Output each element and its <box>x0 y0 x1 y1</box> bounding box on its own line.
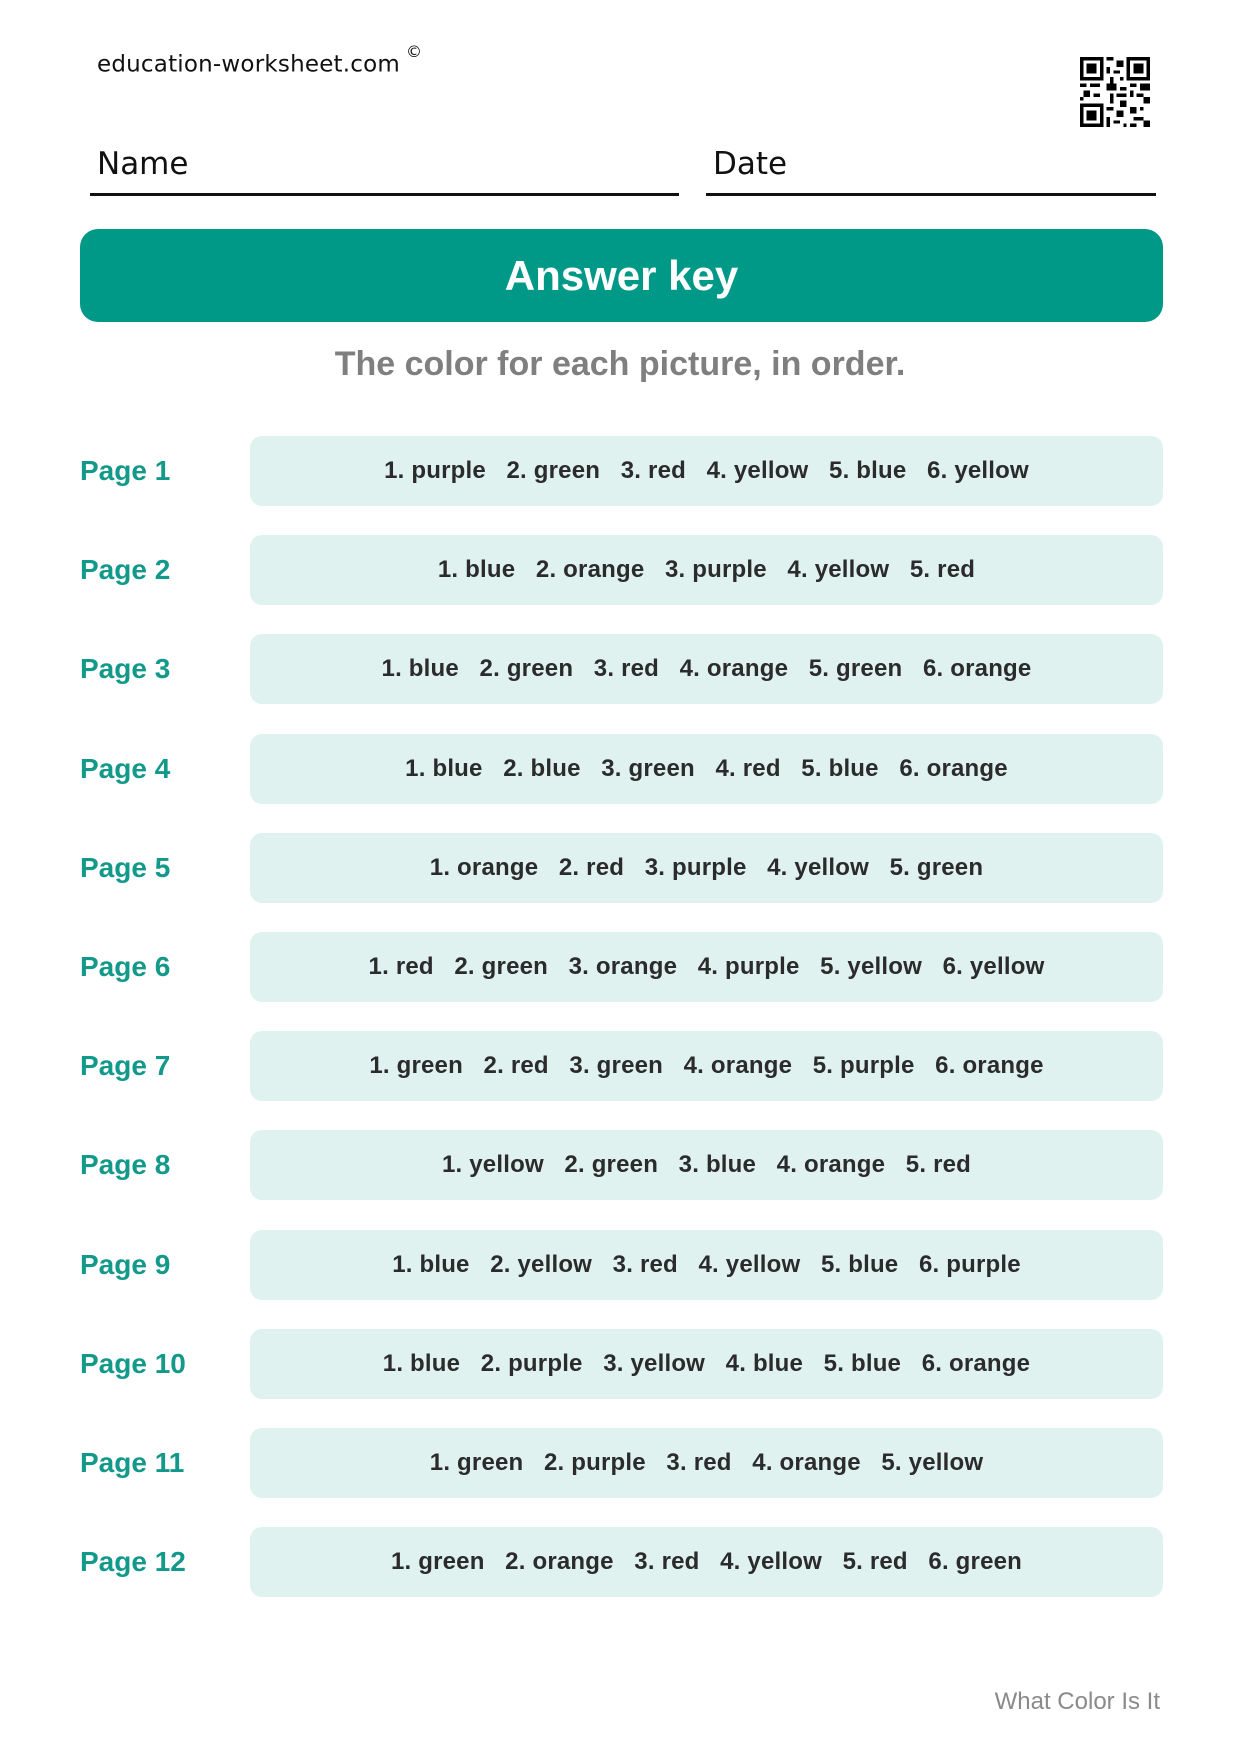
answer-row <box>80 932 1163 1031</box>
answer-row <box>80 1329 1163 1428</box>
page-label: Page 1 <box>80 455 171 486</box>
answers-box: 1. blue 2. orange 3. purple 4. yellow 5. red <box>250 535 1163 605</box>
date-label: Date <box>713 146 788 182</box>
answer-row <box>80 734 1163 833</box>
qr-code-icon <box>1080 57 1150 127</box>
page-title: Answer key <box>504 251 739 299</box>
answers-box: 1. green 2. red 3. green 4. orange 5. purple 6. orange <box>250 1031 1163 1101</box>
answer-row <box>80 634 1163 733</box>
page-label: Page 2 <box>80 554 171 586</box>
answers-box: 1. blue 2. blue 3. green 4. red 5. blue 6. orange <box>250 734 1163 804</box>
page-label: Page 10 <box>80 1347 186 1379</box>
answers-box: 1. blue 2. green 3. red 4. orange 5. green 6. orange <box>250 634 1163 704</box>
answer-list <box>80 436 1163 1626</box>
page-label: Page 8 <box>80 1149 171 1181</box>
answer-row <box>80 1130 1163 1229</box>
answer-row <box>80 535 1163 634</box>
answer-row <box>80 833 1163 932</box>
site-url <box>97 42 423 78</box>
answer-row <box>80 436 1163 535</box>
answers-box: 1. red 2. green 3. orange 4. purple 5. yellow 6. yellow <box>250 932 1163 1002</box>
date-field[interactable] <box>706 146 1156 196</box>
name-field[interactable] <box>90 146 679 196</box>
answers-box: 1. green 2. purple 3. red 4. orange 5. yellow <box>250 1428 1163 1498</box>
copyright-symbol: © <box>406 42 423 61</box>
site-name: education-worksheet.com <box>97 51 400 78</box>
answers-box: 1. green 2. orange 3. red 4. yellow 5. red 6. green <box>250 1527 1163 1597</box>
answer-row <box>80 1428 1163 1527</box>
page-label: Page 9 <box>80 1248 171 1280</box>
footer-title: What Color Is It <box>994 1688 1160 1715</box>
page-label: Page 3 <box>80 653 171 685</box>
page-label: Page 12 <box>80 1546 186 1578</box>
subtitle: The color for each picture, in order. <box>334 345 906 383</box>
answers-box: 1. blue 2. yellow 3. red 4. yellow 5. blue 6. purple <box>250 1230 1163 1300</box>
answers-box: 1. yellow 2. green 3. blue 4. orange 5. red <box>250 1130 1163 1200</box>
title-banner <box>80 229 1163 322</box>
answer-row <box>80 1527 1163 1626</box>
answer-row <box>80 1230 1163 1329</box>
answers-box: 1. orange 2. red 3. purple 4. yellow 5. green <box>250 833 1163 903</box>
answers-box: 1. purple 2. green 3. red 4. yellow 5. blue 6. yellow <box>250 436 1163 506</box>
page-label: Page 11 <box>80 1446 185 1478</box>
page-label: Page 4 <box>80 752 171 784</box>
name-label: Name <box>97 146 189 182</box>
page-label: Page 6 <box>80 950 171 982</box>
answer-row <box>80 1031 1163 1130</box>
page-label: Page 7 <box>80 1050 171 1082</box>
page-label: Page 5 <box>80 851 171 883</box>
answers-box: 1. blue 2. purple 3. yellow 4. blue 5. blue 6. orange <box>250 1329 1163 1399</box>
